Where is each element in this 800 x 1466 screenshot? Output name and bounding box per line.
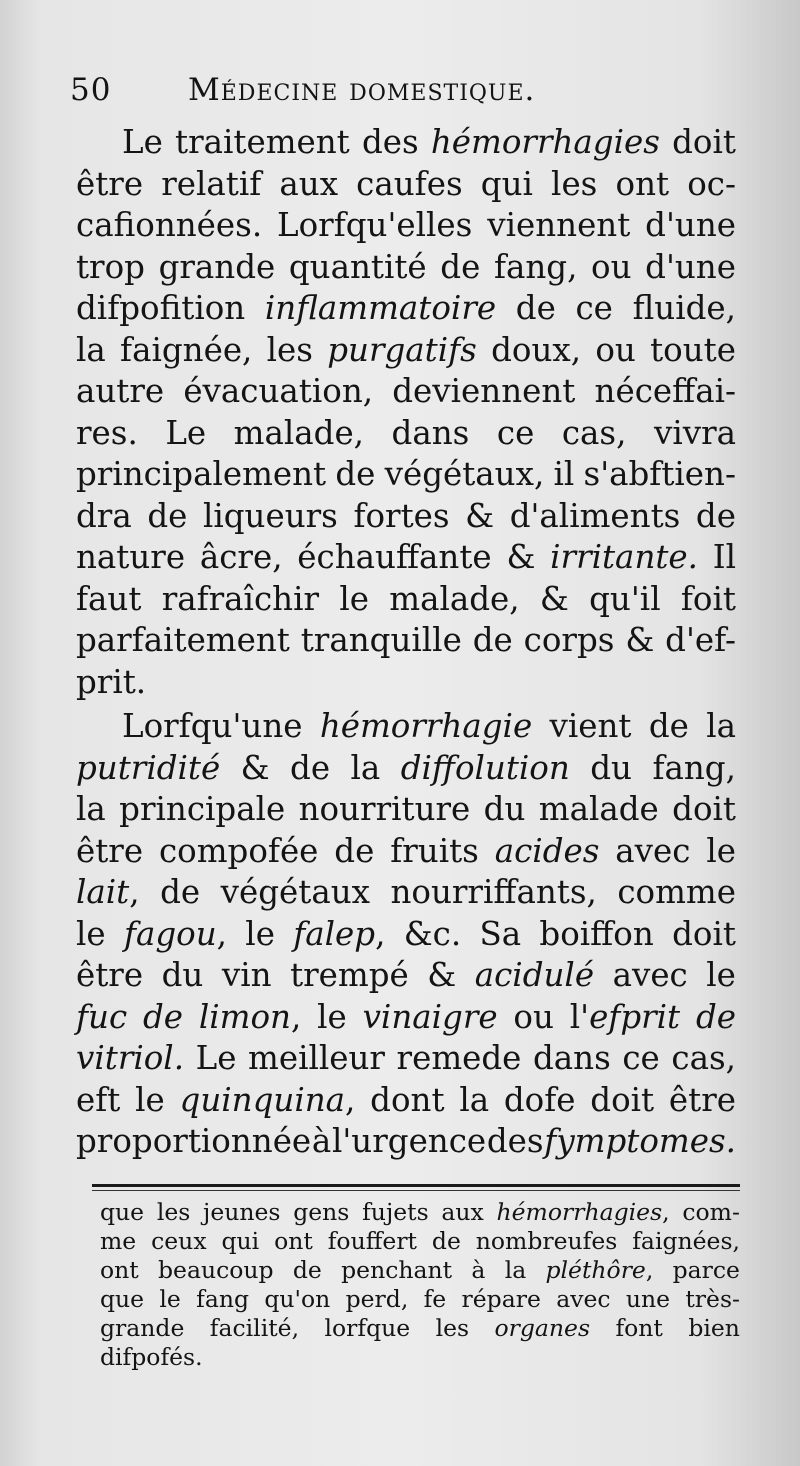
text-line xyxy=(76,748,736,790)
word-group xyxy=(76,872,140,914)
word: quantité xyxy=(288,247,427,286)
word: deviennent xyxy=(392,372,576,410)
word: doit xyxy=(672,914,736,953)
word: Lorfqu'une xyxy=(122,707,303,745)
word: les xyxy=(551,164,598,203)
word: le xyxy=(245,914,275,953)
word: ont xyxy=(274,1227,313,1255)
text-line xyxy=(76,620,736,662)
footnote-rule-thin xyxy=(92,1190,740,1191)
word: comme xyxy=(617,873,736,911)
word: malade, xyxy=(389,579,520,618)
word: fang, xyxy=(493,247,578,286)
word-group xyxy=(497,1198,670,1227)
word: fe xyxy=(423,1285,447,1313)
word: difpofition xyxy=(76,289,246,327)
word-group xyxy=(124,914,227,956)
text-line xyxy=(76,914,736,956)
word: ou xyxy=(591,247,632,286)
word: purgatifs xyxy=(327,330,477,369)
word: très- xyxy=(685,1285,740,1313)
word: les xyxy=(266,330,313,369)
word: putridité xyxy=(76,748,221,787)
word: de xyxy=(147,496,188,535)
word: ce xyxy=(622,1039,660,1077)
word: que xyxy=(100,1285,145,1313)
text-line xyxy=(76,371,736,413)
word: avec xyxy=(556,1285,611,1313)
word: , xyxy=(129,873,140,911)
word: nature xyxy=(76,538,186,576)
word: remede xyxy=(396,1039,522,1077)
word: l' xyxy=(569,997,590,1036)
word: avec xyxy=(615,831,691,870)
word: & xyxy=(427,956,457,994)
word: oc- xyxy=(687,164,736,203)
word: les xyxy=(435,1314,470,1342)
text-line xyxy=(76,831,736,873)
word: néceffai- xyxy=(594,372,736,410)
word: à xyxy=(311,1122,332,1160)
word: de xyxy=(334,831,375,870)
word: de xyxy=(515,289,556,327)
word: végétaux xyxy=(220,873,370,911)
word: qu'il xyxy=(589,579,661,618)
word: répare xyxy=(461,1285,541,1313)
word: ceux xyxy=(151,1227,207,1255)
word: il xyxy=(553,455,575,493)
word: être xyxy=(76,164,144,203)
word: la xyxy=(459,1080,490,1119)
word: la xyxy=(76,330,106,369)
word: l'urgence xyxy=(331,1122,487,1160)
word-group xyxy=(199,997,301,1039)
word: limon xyxy=(198,997,291,1036)
text-line xyxy=(76,454,736,496)
word: trop xyxy=(76,247,145,286)
word: le xyxy=(339,579,369,618)
word: principalement xyxy=(76,455,327,493)
word: pléthôre xyxy=(545,1256,646,1284)
word: hémorrhagies xyxy=(430,123,660,161)
word: végétaux, xyxy=(384,455,545,493)
text-line xyxy=(76,1121,736,1163)
text-line xyxy=(76,872,736,914)
footnote-rule xyxy=(92,1184,740,1187)
word: doux, xyxy=(491,330,582,369)
word: , xyxy=(290,997,302,1036)
word: échauffante xyxy=(297,538,492,576)
text-line xyxy=(76,496,736,538)
text-line xyxy=(76,579,736,621)
word: & xyxy=(625,621,655,659)
word: gens xyxy=(293,1198,350,1226)
word: boiffon xyxy=(539,914,654,953)
word: fang, xyxy=(652,748,736,787)
word: , xyxy=(645,1256,654,1284)
word: nourriture xyxy=(298,790,471,828)
word: de xyxy=(648,707,689,745)
word: , xyxy=(375,914,386,953)
word: de xyxy=(160,873,201,911)
word: & xyxy=(539,579,569,618)
word: facilité, xyxy=(209,1314,300,1342)
word: le xyxy=(317,997,347,1036)
footnote-line xyxy=(100,1285,740,1314)
word: compofée xyxy=(158,831,319,870)
word: font xyxy=(615,1314,663,1342)
word: efprit xyxy=(589,997,681,1036)
word: le xyxy=(706,956,736,994)
word: de xyxy=(472,621,513,659)
word: trempé xyxy=(290,956,409,994)
page-header xyxy=(70,70,710,114)
word: qui xyxy=(221,1227,260,1255)
word: dans xyxy=(391,413,470,452)
word: des xyxy=(361,123,419,161)
word: hémorrhagies xyxy=(496,1198,663,1226)
word: fouffert xyxy=(327,1227,417,1255)
word: des xyxy=(486,1122,544,1160)
word: de xyxy=(292,1256,322,1284)
word: falep xyxy=(293,914,376,953)
text-line xyxy=(76,1080,736,1122)
word: nourriffants, xyxy=(390,873,597,911)
word: fujets xyxy=(362,1198,429,1226)
word: & xyxy=(465,496,495,535)
text-line xyxy=(76,122,736,164)
text-line xyxy=(76,955,736,997)
word: vient xyxy=(549,707,632,745)
word: dont xyxy=(370,1080,445,1119)
word: caufes xyxy=(356,164,463,203)
word: acides xyxy=(494,831,600,870)
word: de xyxy=(142,997,184,1036)
word: perd, xyxy=(345,1285,409,1313)
word: com- xyxy=(682,1198,740,1226)
word: cas, xyxy=(561,413,627,452)
text-line xyxy=(76,288,736,330)
word: faignée, xyxy=(120,330,253,369)
word: d'aliments xyxy=(509,496,681,535)
word: ou xyxy=(513,997,554,1036)
word: la xyxy=(350,748,381,787)
word: aux xyxy=(441,1198,484,1226)
word: organes xyxy=(494,1314,591,1342)
word: bien xyxy=(688,1314,740,1342)
word: doit xyxy=(590,1080,655,1119)
footnote-line xyxy=(100,1227,740,1256)
word: la xyxy=(706,707,736,745)
word: ce xyxy=(575,289,613,327)
word: Sa xyxy=(479,914,522,953)
word: fymptomes. xyxy=(544,1122,736,1160)
word: grande xyxy=(158,247,276,286)
word: quinquina xyxy=(179,1080,346,1119)
word: lorfque xyxy=(324,1314,411,1342)
word: être xyxy=(76,831,144,870)
word: doit xyxy=(672,790,736,828)
word: Le xyxy=(195,1039,237,1077)
word: vivra xyxy=(653,413,736,452)
word: prit. xyxy=(76,662,147,701)
word: aux xyxy=(279,164,339,203)
word: cas, xyxy=(671,1039,736,1077)
word: beaucoup xyxy=(158,1256,274,1284)
word: relatif xyxy=(161,164,262,203)
word: faut xyxy=(76,579,142,618)
word: s'abftien- xyxy=(583,455,736,493)
word: , xyxy=(662,1198,670,1226)
footnote-line xyxy=(100,1343,740,1372)
word: liqueurs xyxy=(202,496,338,535)
word: de xyxy=(335,455,376,493)
word: avec xyxy=(612,956,688,994)
word: penchant xyxy=(341,1256,453,1284)
text-line xyxy=(76,330,736,372)
text-line xyxy=(76,205,736,247)
word: les xyxy=(156,1198,191,1226)
word-group xyxy=(570,997,680,1039)
word: viennent xyxy=(487,206,631,244)
word: être xyxy=(668,1080,736,1119)
word: Le xyxy=(122,123,163,161)
word: dra xyxy=(76,496,132,535)
word: parfaitement xyxy=(76,621,290,659)
word: de xyxy=(440,247,481,286)
word: Il xyxy=(712,538,736,576)
word: &c. xyxy=(403,914,462,953)
word: de xyxy=(290,748,331,787)
word: à xyxy=(471,1256,486,1284)
footnote-line xyxy=(100,1314,740,1343)
word: eft xyxy=(76,1080,121,1119)
word: principale xyxy=(119,790,286,828)
word: du xyxy=(483,790,526,828)
word: de xyxy=(431,1227,461,1255)
word: traitement xyxy=(175,123,350,161)
word: fagou xyxy=(123,914,217,953)
word: fang xyxy=(196,1285,250,1313)
word: irritante. xyxy=(550,538,698,576)
word: être xyxy=(76,956,144,994)
word: Le xyxy=(165,413,207,452)
word: res. xyxy=(76,413,138,452)
word-group xyxy=(546,1256,654,1285)
word-group xyxy=(180,1080,356,1122)
word: que xyxy=(100,1198,145,1226)
word: fuc xyxy=(76,997,128,1036)
word: ont xyxy=(100,1256,139,1284)
word: malade, xyxy=(233,413,365,452)
word: d'une xyxy=(645,206,736,244)
word: ce xyxy=(496,413,535,452)
word: d'ef- xyxy=(665,621,736,659)
text-line xyxy=(76,247,736,289)
word: fortes xyxy=(353,496,450,535)
word: & xyxy=(506,538,536,576)
word: de xyxy=(695,496,736,535)
word: du xyxy=(590,748,632,787)
word: difpofés. xyxy=(100,1343,203,1371)
text-line xyxy=(76,662,736,704)
word: âcre, xyxy=(199,538,283,576)
word: diffolution xyxy=(400,748,570,787)
word: le xyxy=(706,831,736,870)
text-line xyxy=(76,997,736,1039)
word: une xyxy=(625,1285,671,1313)
footnote-line xyxy=(100,1198,740,1227)
word: proportionnée xyxy=(76,1122,312,1160)
word: hémorrhagie xyxy=(319,707,533,745)
word: Lorfqu'elles xyxy=(277,206,473,244)
page-number: 50 xyxy=(70,72,112,108)
word: doit xyxy=(672,123,736,161)
word: vitriol. xyxy=(76,1039,185,1077)
word: le xyxy=(135,1080,165,1119)
word: qui xyxy=(480,164,533,203)
word: parce xyxy=(672,1256,740,1284)
word: cafionnées. xyxy=(76,206,263,244)
word: fruits xyxy=(390,831,479,870)
word: , xyxy=(216,914,227,953)
word: foit xyxy=(680,579,736,618)
word: le xyxy=(159,1285,181,1313)
word: acidulé xyxy=(474,956,595,994)
word: & xyxy=(240,748,270,787)
word: malade xyxy=(538,790,659,828)
word: inflammatoire xyxy=(264,289,497,327)
text-line xyxy=(76,537,736,579)
word: autre xyxy=(76,372,165,410)
word: ou xyxy=(595,330,636,369)
word: du xyxy=(161,956,204,994)
word: fluide, xyxy=(632,289,736,327)
word: me xyxy=(100,1227,137,1255)
word: , xyxy=(345,1080,356,1119)
word: nombreufes xyxy=(475,1227,618,1255)
word: lait xyxy=(76,873,130,911)
word: vinaigre xyxy=(362,997,498,1036)
text-line xyxy=(76,164,736,206)
word: faignées, xyxy=(632,1227,740,1255)
word: ont xyxy=(615,164,670,203)
word: de xyxy=(695,997,736,1036)
word: d'une xyxy=(645,247,736,286)
word: dans xyxy=(532,1039,611,1077)
footnote-line xyxy=(100,1256,740,1285)
word: vin xyxy=(221,956,272,994)
word: corps xyxy=(523,621,615,659)
word: qu'on xyxy=(264,1285,331,1313)
running-title: Médecine domestique. xyxy=(188,72,536,108)
text-line xyxy=(76,1038,736,1080)
word-group xyxy=(293,914,385,956)
word: rafraîchir xyxy=(161,579,320,618)
text-line xyxy=(76,706,736,748)
footnote-text xyxy=(100,1198,740,1372)
word: toute xyxy=(650,330,736,369)
word: tranquille xyxy=(300,621,462,659)
word: le xyxy=(76,914,106,953)
main-text xyxy=(76,122,736,1163)
word: jeunes xyxy=(203,1198,281,1226)
text-line xyxy=(76,413,736,455)
word: évacuation, xyxy=(183,372,374,410)
word: dofe xyxy=(503,1080,576,1119)
word: la xyxy=(504,1256,527,1284)
word: meilleur xyxy=(248,1039,385,1077)
word: la xyxy=(76,790,106,828)
word: grande xyxy=(100,1314,185,1342)
text-line xyxy=(76,789,736,831)
